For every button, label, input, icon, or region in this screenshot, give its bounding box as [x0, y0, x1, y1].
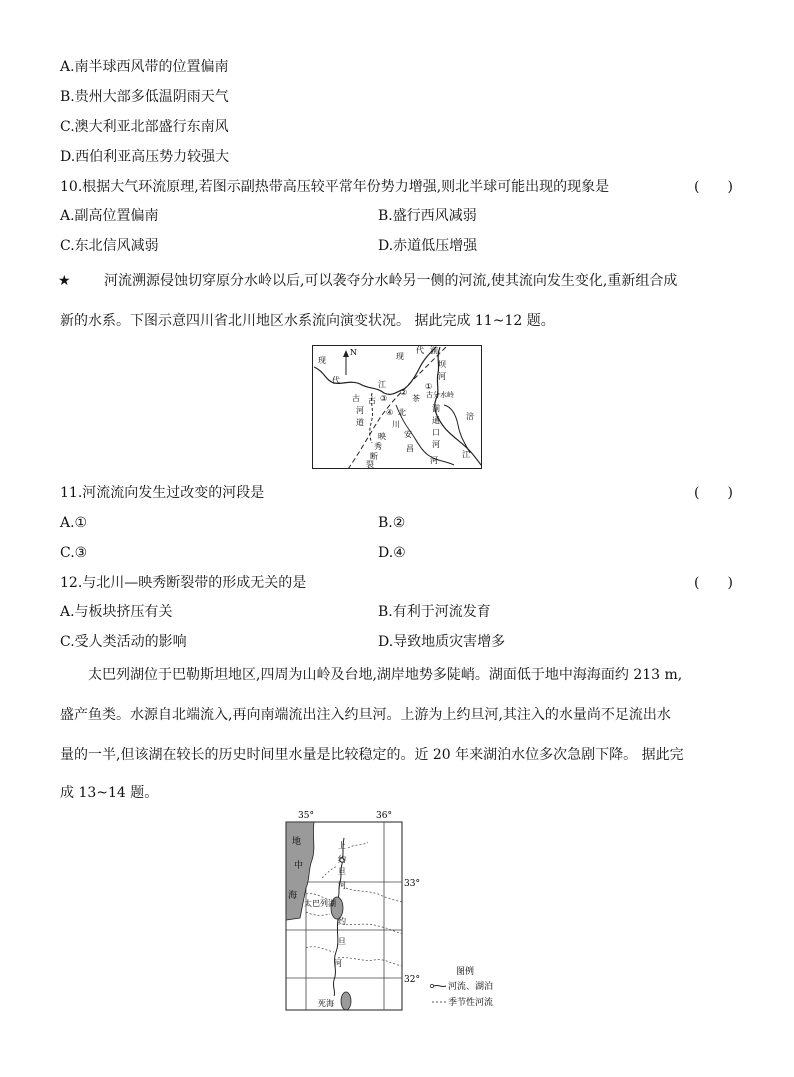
q12-answer-paren: ( ) — [694, 575, 733, 591]
q11-option-c: C.③ — [60, 545, 88, 561]
map1-label: 古 — [352, 394, 360, 403]
upper-jordan-label: 旦 — [338, 867, 346, 876]
map1-label: 河 — [432, 440, 440, 449]
upper-jordan-label: 上 — [338, 841, 346, 850]
map1-label: 映 — [378, 432, 386, 441]
map1-label: 湔 — [432, 404, 440, 413]
map1-label: 通 — [432, 416, 440, 425]
map1-label: 代 — [416, 346, 424, 355]
upper-jordan-label: 河 — [338, 881, 346, 890]
map1-label: 安 — [404, 430, 412, 439]
map1-label: ③ — [380, 394, 388, 403]
jordan-label: 旦 — [338, 937, 346, 946]
map1-label: 昌 — [406, 444, 414, 453]
map1-label: 口 — [432, 428, 440, 437]
dead-sea-label: 死海 — [318, 999, 334, 1008]
legend-river-icon — [434, 985, 446, 986]
map1-label: ④ — [386, 408, 394, 417]
jordan-label: 河 — [334, 959, 342, 968]
map1-label: 现 — [396, 352, 404, 361]
q10-stem: 10.根据大气环流原理,若图示副热带高压较平常年份势力增强,则北半球可能出现的现象是 — [60, 179, 610, 195]
q9-option-d: D.西伯利亚高压势力较强大 — [60, 149, 230, 165]
map1-label: 湔 — [430, 346, 438, 355]
q9-option-c: C.澳大利亚北部盛行东南风 — [60, 119, 229, 135]
q10-option-b: B.盛行西风减弱 — [378, 208, 477, 224]
q9-option-a: A.南半球西风带的位置偏南 — [60, 59, 229, 75]
lon-36-label: 36° — [376, 811, 392, 821]
q9-option-b: B.贵州大部多低温阴雨天气 — [60, 89, 229, 105]
map1-label: 河 — [356, 406, 364, 415]
map1-label: 古分水岭 — [426, 391, 454, 399]
map1-label: 道 — [356, 418, 364, 427]
tiberias-map — [282, 808, 514, 1018]
q12-option-a: A.与板块挤压有关 — [60, 604, 173, 620]
q11-stem: 11.河流流向发生过改变的河段是 — [60, 485, 265, 501]
map1-label: 代 — [332, 376, 340, 385]
passage2-line4: 成 13~14 题。 — [60, 785, 159, 801]
lat-32-label: 32° — [404, 975, 420, 985]
upper-jordan-label: 约 — [338, 855, 346, 864]
q11-option-d: D.④ — [378, 545, 406, 561]
legend-title: 图例 — [456, 967, 475, 977]
q12-option-b: B.有利于河流发育 — [378, 604, 491, 620]
jordan-label: 约 — [338, 917, 346, 926]
map1-label: 坝 — [438, 360, 446, 369]
legend-seasonal-label: 季节性河流 — [448, 998, 494, 1008]
star-marker: ★ — [58, 273, 71, 289]
map1-label: 江 — [462, 450, 470, 459]
q10-option-a: A.副高位置偏南 — [60, 208, 159, 224]
lon-35-label: 35° — [298, 811, 314, 821]
q12-option-d: D.导致地质灾害增多 — [378, 634, 506, 650]
mediterranean-label: 中 — [294, 861, 304, 871]
map1-label: 河 — [430, 456, 438, 465]
map1-label: 北 — [398, 408, 406, 417]
map1-label: 川 — [392, 420, 400, 429]
map1-label: 现 — [318, 356, 326, 365]
map1-label: 茶 — [412, 394, 420, 403]
lat-33-label: 33° — [404, 879, 420, 889]
map1-label: 断 — [370, 452, 378, 461]
mediterranean-label: 海 — [288, 891, 298, 901]
passage2-line1: 太巴列湖位于巴勒斯坦地区,四周为山岭及台地,湖岸地势多陡峭。湖面低于地中海海面约 213 m, — [88, 667, 683, 683]
map1-label: 河 — [438, 372, 446, 381]
beichuan-river-map — [312, 345, 482, 469]
mediterranean-label: 地 — [292, 837, 302, 847]
passage2-line2: 盛产鱼类。水源自北端流入,再向南端流出注入约旦河。上游为上约旦河,其注入的水量尚不足流出水 — [60, 707, 671, 723]
map1-label: 江 — [378, 380, 386, 389]
legend-river-label: 河流、湖泊 — [448, 982, 494, 992]
q10-option-c: C.东北信风减弱 — [60, 238, 159, 254]
q10-option-d: D.赤道低压增强 — [378, 238, 478, 254]
passage1-line2: 新的水系。下图示意四川省北川地区水系流向演变状况。 据此完成 11~12 题。 — [60, 313, 555, 329]
q12-stem: 12.与北川—映秀断裂带的形成无关的是 — [60, 575, 307, 591]
map1-label: 裂 — [366, 460, 374, 469]
q10-answer-paren: ( ) — [694, 179, 733, 195]
tiberias-label: 太巴列湖 — [304, 899, 336, 908]
q11-option-b: B.② — [378, 515, 406, 531]
map1-label: 古 — [368, 396, 376, 405]
map1-label: 涪 — [466, 412, 474, 421]
map1-label: 秀 — [374, 442, 382, 451]
map1-label: ① — [425, 382, 433, 391]
passage2-line3: 量的一半,但该湖在较长的历史时间里水量是比较稳定的。近 20 年来湖泊水位多次急剧下降。 据此完 — [60, 747, 684, 763]
map1-label: ② — [400, 388, 408, 397]
q12-option-c: C.受人类活动的影响 — [60, 634, 187, 650]
north-label: N — [350, 348, 357, 357]
passage1-line1: 河流溯源侵蚀切穿原分水岭以后,可以袭夺分水岭另一侧的河流,使其流向发生变化,重新组合成 — [104, 273, 678, 289]
q11-option-a: A.① — [60, 515, 88, 531]
q11-answer-paren: ( ) — [694, 485, 733, 501]
